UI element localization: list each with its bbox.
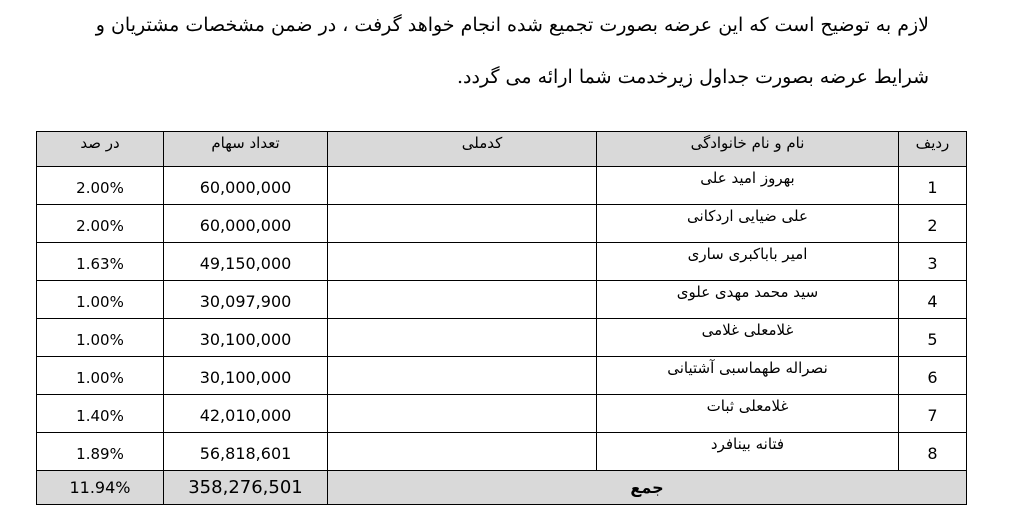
cell-row-number: 1 [899,167,967,205]
cell-full-name: بهروز امید علی [597,167,899,205]
cell-full-name: سید محمد مهدی علوی [597,281,899,319]
cell-shares: 30,097,900 [164,281,328,319]
cell-national-code [328,243,597,281]
cell-national-code [328,205,597,243]
cell-shares: 56,818,601 [164,433,328,471]
cell-row-number: 2 [899,205,967,243]
table-row [37,357,967,395]
table-row [37,167,967,205]
intro-paragraph-line-1: لازم به توضیح است که این عرضه بصورت تجمیع شده انجام خواهد گرفت ، در ضمن مشخصات مشتریان و [95,14,929,36]
cell-percent: 2.00% [37,167,164,205]
cell-shares: 30,100,000 [164,357,328,395]
total-percent: 11.94% [37,471,164,505]
cell-national-code [328,319,597,357]
cell-full-name: فتانه بینافرد [597,433,899,471]
cell-full-name: نصراله طهماسبی آشتیانی [597,357,899,395]
intro-paragraph-line-2: شرایط عرضه بصورت جداول زیرخدمت شما ارائه می گردد. [457,66,929,88]
cell-full-name: امیر باباکبری ساری [597,243,899,281]
cell-national-code [328,167,597,205]
cell-shares: 42,010,000 [164,395,328,433]
cell-percent: 1.00% [37,357,164,395]
header-full-name: نام و نام خانوادگی [597,132,899,167]
cell-shares: 60,000,000 [164,167,328,205]
cell-row-number: 3 [899,243,967,281]
cell-shares: 49,150,000 [164,243,328,281]
cell-percent: 2.00% [37,205,164,243]
total-label: جمع [328,471,967,505]
table-row [37,395,967,433]
cell-national-code [328,281,597,319]
table-row [37,433,967,471]
header-row-number: ردیف [899,132,967,167]
cell-national-code [328,395,597,433]
table-row [37,281,967,319]
header-shares: تعداد سهام [164,132,328,167]
shareholders-table [36,131,967,505]
table-row [37,319,967,357]
cell-percent: 1.89% [37,433,164,471]
cell-full-name: غلامعلی غلامی [597,319,899,357]
table-total-row [37,471,967,505]
cell-full-name: غلامعلی ثبات [597,395,899,433]
cell-row-number: 8 [899,433,967,471]
cell-percent: 1.40% [37,395,164,433]
cell-row-number: 5 [899,319,967,357]
cell-percent: 1.63% [37,243,164,281]
cell-shares: 30,100,000 [164,319,328,357]
cell-national-code [328,433,597,471]
table-header-row [37,132,967,167]
table-row [37,205,967,243]
cell-percent: 1.00% [37,319,164,357]
cell-shares: 60,000,000 [164,205,328,243]
cell-national-code [328,357,597,395]
header-national-code: کدملی [328,132,597,167]
header-percent: در صد [37,132,164,167]
cell-percent: 1.00% [37,281,164,319]
cell-row-number: 6 [899,357,967,395]
total-shares: 358,276,501 [164,471,328,505]
table-row [37,243,967,281]
cell-row-number: 7 [899,395,967,433]
cell-row-number: 4 [899,281,967,319]
cell-full-name: علی ضیایی اردکانی [597,205,899,243]
